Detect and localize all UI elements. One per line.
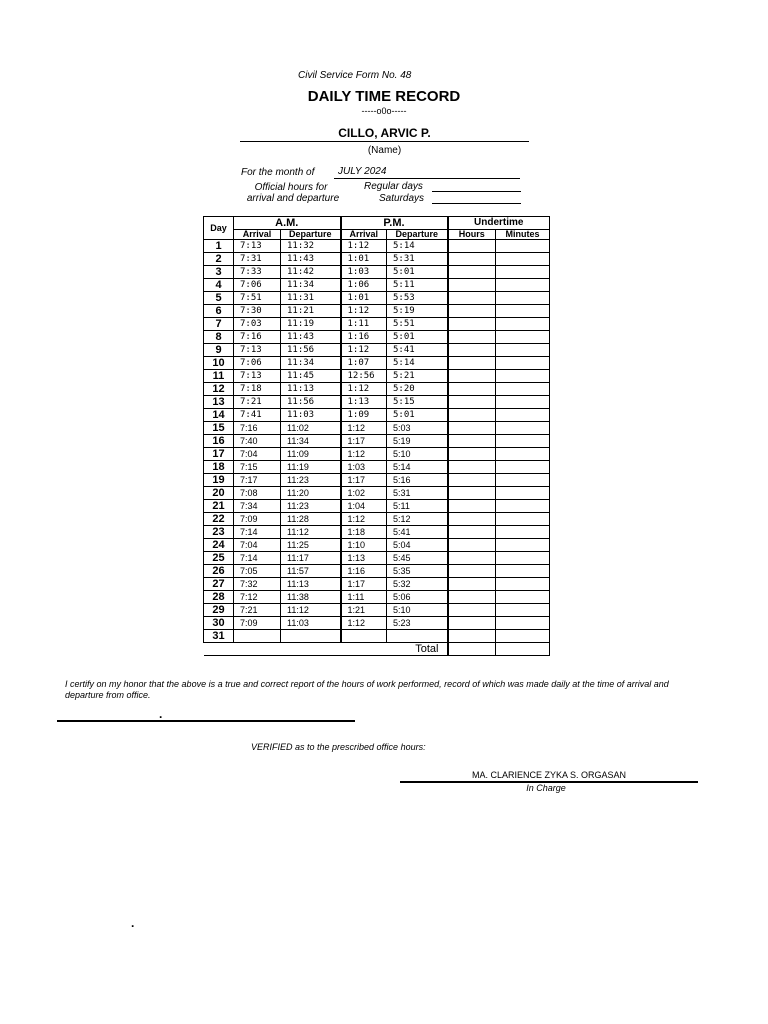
- am-arrival-cell: 7:08: [234, 487, 281, 500]
- am-arrival-cell: 7:15: [234, 461, 281, 474]
- undertime-minutes-cell: [496, 305, 550, 318]
- am-departure-cell: 11:56: [281, 344, 341, 357]
- pm-arrival-cell: 1:09: [341, 409, 387, 422]
- day-cell: 20: [204, 487, 234, 500]
- am-arrival-cell: [234, 630, 281, 643]
- am-departure-cell: 11:19: [281, 318, 341, 331]
- am-departure-cell: 11:12: [281, 604, 341, 617]
- employee-name: CILLO, ARVIC P.: [240, 126, 529, 142]
- pm-departure-cell: 5:14: [387, 461, 448, 474]
- table-row: [204, 487, 550, 500]
- undertime-hours-cell: [448, 591, 496, 604]
- pm-arrival-cell: 1:10: [341, 539, 387, 552]
- undertime-hours-cell: [448, 604, 496, 617]
- pm-arrival-cell: 1:16: [341, 565, 387, 578]
- day-cell: 9: [204, 344, 234, 357]
- table-row: [204, 617, 550, 630]
- pm-departure-cell: 5:21: [387, 370, 448, 383]
- undertime-minutes-cell: [496, 279, 550, 292]
- am-arrival-cell: 7:34: [234, 500, 281, 513]
- undertime-hours-cell: [448, 305, 496, 318]
- undertime-minutes-cell: [496, 539, 550, 552]
- undertime-minutes-cell: [496, 487, 550, 500]
- am-arrival-cell: 7:14: [234, 526, 281, 539]
- am-arrival-cell: 7:41: [234, 409, 281, 422]
- undertime-hours-cell: [448, 357, 496, 370]
- pm-arrival-cell: 1:21: [341, 604, 387, 617]
- am-departure-cell: 11:56: [281, 396, 341, 409]
- undertime-minutes-cell: [496, 318, 550, 331]
- in-charge-name: MA. CLARIENCE ZYKA S. ORGASAN: [471, 770, 627, 780]
- day-cell: 25: [204, 552, 234, 565]
- day-cell: 11: [204, 370, 234, 383]
- am-arrival-cell: 7:14: [234, 552, 281, 565]
- table-row: [204, 474, 550, 487]
- saturdays-label: Saturdays: [379, 193, 425, 204]
- pm-departure-cell: 5:14: [387, 357, 448, 370]
- pm-departure-cell: 5:01: [387, 266, 448, 279]
- undertime-minutes-cell: [496, 526, 550, 539]
- undertime-minutes-cell: [496, 266, 550, 279]
- undertime-minutes-cell: [496, 630, 550, 643]
- pm-arrival-cell: [341, 630, 387, 643]
- undertime-hours-cell: [448, 617, 496, 630]
- pm-departure-cell: 5:01: [387, 409, 448, 422]
- undertime-hours-cell: [448, 578, 496, 591]
- table-row: [204, 578, 550, 591]
- pm-departure-cell: 5:10: [387, 604, 448, 617]
- undertime-minutes-cell: [496, 591, 550, 604]
- undertime-hours-cell: [448, 279, 496, 292]
- undertime-hours-cell: [448, 266, 496, 279]
- pm-departure-cell: [387, 630, 448, 643]
- undertime-minutes-cell: [496, 604, 550, 617]
- undertime-hours-cell: [448, 500, 496, 513]
- am-arrival-cell: 7:21: [234, 396, 281, 409]
- table-row: [204, 344, 550, 357]
- pm-arrival-cell: 1:12: [341, 240, 387, 253]
- pm-departure-cell: 5:32: [387, 578, 448, 591]
- undertime-hours-cell: [448, 461, 496, 474]
- undertime-hours-cell: [448, 409, 496, 422]
- am-departure-cell: 11:45: [281, 370, 341, 383]
- am-arrival-cell: 7:09: [234, 513, 281, 526]
- undertime-minutes-cell: [496, 461, 550, 474]
- pm-arrival-cell: 1:12: [341, 513, 387, 526]
- am-header: A.M.: [234, 217, 341, 230]
- am-departure-cell: 11:20: [281, 487, 341, 500]
- table-row: [204, 253, 550, 266]
- day-cell: 2: [204, 253, 234, 266]
- am-arrival-cell: 7:21: [234, 604, 281, 617]
- pm-arrival-cell: 1:18: [341, 526, 387, 539]
- undertime-minutes-cell: [496, 617, 550, 630]
- pm-departure-cell: 5:01: [387, 331, 448, 344]
- table-row: [204, 539, 550, 552]
- am-arrival-cell: 7:31: [234, 253, 281, 266]
- table-row: [204, 318, 550, 331]
- table-row: [204, 552, 550, 565]
- pm-arrival-cell: 1:17: [341, 474, 387, 487]
- undertime-minutes-cell: [496, 422, 550, 435]
- pm-departure-cell: 5:06: [387, 591, 448, 604]
- pm-departure-cell: 5:16: [387, 474, 448, 487]
- day-cell: 7: [204, 318, 234, 331]
- am-arrival-cell: 7:04: [234, 448, 281, 461]
- pm-arrival-cell: 1:12: [341, 422, 387, 435]
- name-caption: (Name): [367, 145, 402, 156]
- am-departure-header: Departure: [281, 230, 341, 240]
- undertime-minutes-cell: [496, 474, 550, 487]
- undertime-hours-cell: [448, 253, 496, 266]
- am-arrival-cell: 7:16: [234, 331, 281, 344]
- am-departure-cell: 11:32: [281, 240, 341, 253]
- am-arrival-cell: 7:04: [234, 539, 281, 552]
- regular-days-label: Regular days: [364, 181, 423, 192]
- pm-departure-header: Departure: [387, 230, 448, 240]
- table-row: [204, 513, 550, 526]
- undertime-hours-cell: [448, 422, 496, 435]
- day-cell: 14: [204, 409, 234, 422]
- pm-arrival-cell: 12:56: [341, 370, 387, 383]
- time-record-table: [203, 216, 550, 656]
- undertime-hours-cell: [448, 448, 496, 461]
- pm-departure-cell: 5:41: [387, 526, 448, 539]
- footer-dot: .: [131, 916, 135, 930]
- day-cell: 27: [204, 578, 234, 591]
- pm-arrival-cell: 1:12: [341, 344, 387, 357]
- table-row: [204, 305, 550, 318]
- pm-arrival-cell: 1:17: [341, 435, 387, 448]
- am-departure-cell: 11:02: [281, 422, 341, 435]
- am-arrival-cell: 7:16: [234, 422, 281, 435]
- am-departure-cell: 11:57: [281, 565, 341, 578]
- am-departure-cell: 11:09: [281, 448, 341, 461]
- undertime-hours-cell: [448, 487, 496, 500]
- am-departure-cell: 11:34: [281, 435, 341, 448]
- am-arrival-cell: 7:09: [234, 617, 281, 630]
- total-minutes: [496, 643, 550, 656]
- am-arrival-cell: 7:06: [234, 279, 281, 292]
- pm-departure-cell: 5:31: [387, 253, 448, 266]
- pm-arrival-cell: 1:11: [341, 591, 387, 604]
- pm-arrival-cell: 1:11: [341, 318, 387, 331]
- am-departure-cell: 11:42: [281, 266, 341, 279]
- pm-departure-cell: 5:31: [387, 487, 448, 500]
- regular-days-field: [432, 191, 521, 192]
- am-departure-cell: 11:25: [281, 539, 341, 552]
- pm-arrival-cell: 1:07: [341, 357, 387, 370]
- undertime-minutes-cell: [496, 435, 550, 448]
- day-cell: 23: [204, 526, 234, 539]
- form-number: Civil Service Form No. 48: [298, 70, 412, 81]
- am-departure-cell: 11:13: [281, 383, 341, 396]
- pm-arrival-cell: 1:06: [341, 279, 387, 292]
- official-hours-label-2: arrival and departure: [246, 193, 340, 204]
- table-row: [204, 370, 550, 383]
- pm-departure-cell: 5:51: [387, 318, 448, 331]
- undertime-hours-cell: [448, 331, 496, 344]
- am-arrival-cell: 7:13: [234, 370, 281, 383]
- pm-arrival-cell: 1:01: [341, 292, 387, 305]
- day-cell: 22: [204, 513, 234, 526]
- undertime-minutes-cell: [496, 383, 550, 396]
- undertime-hours-cell: [448, 240, 496, 253]
- verified-text: VERIFIED as to the prescribed office hours:: [251, 742, 426, 752]
- pm-arrival-cell: 1:12: [341, 617, 387, 630]
- day-cell: 13: [204, 396, 234, 409]
- table-row: [204, 630, 550, 643]
- pm-departure-cell: 5:12: [387, 513, 448, 526]
- undertime-hours-cell: [448, 396, 496, 409]
- am-arrival-cell: 7:13: [234, 344, 281, 357]
- table-row: [204, 435, 550, 448]
- day-cell: 6: [204, 305, 234, 318]
- pm-departure-cell: 5:03: [387, 422, 448, 435]
- pm-arrival-cell: 1:13: [341, 552, 387, 565]
- pm-departure-cell: 5:19: [387, 435, 448, 448]
- pm-arrival-cell: 1:12: [341, 305, 387, 318]
- table-row: [204, 266, 550, 279]
- am-departure-cell: 11:23: [281, 474, 341, 487]
- am-arrival-header: Arrival: [234, 230, 281, 240]
- pm-arrival-cell: 1:16: [341, 331, 387, 344]
- undertime-minutes-cell: [496, 513, 550, 526]
- am-arrival-cell: 7:33: [234, 266, 281, 279]
- undertime-minutes-cell: [496, 240, 550, 253]
- undertime-hours-cell: [448, 552, 496, 565]
- pm-departure-cell: 5:10: [387, 448, 448, 461]
- undertime-hours-cell: [448, 513, 496, 526]
- am-departure-cell: 11:31: [281, 292, 341, 305]
- pm-departure-cell: 5:11: [387, 500, 448, 513]
- pm-header: P.M.: [341, 217, 448, 230]
- day-header: Day: [204, 217, 234, 240]
- undertime-minutes-cell: [496, 292, 550, 305]
- am-arrival-cell: 7:51: [234, 292, 281, 305]
- table-row: [204, 500, 550, 513]
- certification-text: I certify on my honor that the above is a true and correct report of the hours of work performed, record of which was made daily at the time of arrival and departure from office.: [65, 679, 669, 700]
- undertime-minutes-header: Minutes: [496, 230, 550, 240]
- am-arrival-cell: 7:18: [234, 383, 281, 396]
- am-departure-cell: 11:23: [281, 500, 341, 513]
- pm-arrival-header: Arrival: [341, 230, 387, 240]
- pm-arrival-cell: 1:12: [341, 448, 387, 461]
- pm-departure-cell: 5:20: [387, 383, 448, 396]
- am-arrival-cell: 7:32: [234, 578, 281, 591]
- pm-departure-cell: 5:35: [387, 565, 448, 578]
- pm-departure-cell: 5:23: [387, 617, 448, 630]
- undertime-hours-cell: [448, 318, 496, 331]
- am-departure-cell: 11:21: [281, 305, 341, 318]
- table-row: [204, 461, 550, 474]
- undertime-hours-cell: [448, 370, 496, 383]
- undertime-minutes-cell: [496, 344, 550, 357]
- table-row: [204, 357, 550, 370]
- undertime-hours-cell: [448, 539, 496, 552]
- undertime-hours-cell: [448, 435, 496, 448]
- day-cell: 29: [204, 604, 234, 617]
- undertime-minutes-cell: [496, 552, 550, 565]
- am-arrival-cell: 7:03: [234, 318, 281, 331]
- day-cell: 4: [204, 279, 234, 292]
- pm-departure-cell: 5:11: [387, 279, 448, 292]
- table-row: [204, 604, 550, 617]
- undertime-minutes-cell: [496, 448, 550, 461]
- undertime-header: Undertime: [448, 217, 550, 230]
- pm-arrival-cell: 1:17: [341, 578, 387, 591]
- am-departure-cell: 11:38: [281, 591, 341, 604]
- am-arrival-cell: 7:05: [234, 565, 281, 578]
- pm-arrival-cell: 1:13: [341, 396, 387, 409]
- undertime-hours-header: Hours: [448, 230, 496, 240]
- day-cell: 31: [204, 630, 234, 643]
- day-cell: 17: [204, 448, 234, 461]
- total-label: Total: [204, 643, 448, 656]
- signature-dot: .: [159, 707, 163, 721]
- pm-departure-cell: 5:53: [387, 292, 448, 305]
- am-arrival-cell: 7:06: [234, 357, 281, 370]
- am-departure-cell: 11:19: [281, 461, 341, 474]
- table-row: [204, 383, 550, 396]
- day-cell: 12: [204, 383, 234, 396]
- undertime-hours-cell: [448, 565, 496, 578]
- pm-arrival-cell: 1:03: [341, 266, 387, 279]
- undertime-hours-cell: [448, 344, 496, 357]
- undertime-hours-cell: [448, 630, 496, 643]
- am-arrival-cell: 7:30: [234, 305, 281, 318]
- day-cell: 15: [204, 422, 234, 435]
- undertime-minutes-cell: [496, 409, 550, 422]
- day-cell: 19: [204, 474, 234, 487]
- page-title: DAILY TIME RECORD: [307, 88, 461, 105]
- day-cell: 21: [204, 500, 234, 513]
- employee-signature-line: [57, 720, 355, 722]
- table-row: [204, 526, 550, 539]
- undertime-hours-cell: [448, 474, 496, 487]
- undertime-minutes-cell: [496, 396, 550, 409]
- month-value: JULY 2024: [334, 166, 520, 179]
- pm-arrival-cell: 1:03: [341, 461, 387, 474]
- day-cell: 28: [204, 591, 234, 604]
- day-cell: 26: [204, 565, 234, 578]
- table-row: [204, 591, 550, 604]
- am-arrival-cell: 7:40: [234, 435, 281, 448]
- am-departure-cell: 11:28: [281, 513, 341, 526]
- table-row: [204, 565, 550, 578]
- am-departure-cell: [281, 630, 341, 643]
- day-cell: 5: [204, 292, 234, 305]
- am-departure-cell: 11:12: [281, 526, 341, 539]
- pm-departure-cell: 5:04: [387, 539, 448, 552]
- undertime-minutes-cell: [496, 357, 550, 370]
- pm-arrival-cell: 1:12: [341, 383, 387, 396]
- pm-departure-cell: 5:15: [387, 396, 448, 409]
- am-departure-cell: 11:43: [281, 253, 341, 266]
- pm-departure-cell: 5:45: [387, 552, 448, 565]
- pm-departure-cell: 5:41: [387, 344, 448, 357]
- pm-departure-cell: 5:14: [387, 240, 448, 253]
- pm-arrival-cell: 1:04: [341, 500, 387, 513]
- undertime-minutes-cell: [496, 578, 550, 591]
- table-row: [204, 422, 550, 435]
- table-row: [204, 409, 550, 422]
- undertime-hours-cell: [448, 526, 496, 539]
- table-row: [204, 331, 550, 344]
- table-row: [204, 396, 550, 409]
- am-departure-cell: 11:03: [281, 409, 341, 422]
- undertime-minutes-cell: [496, 253, 550, 266]
- undertime-minutes-cell: [496, 565, 550, 578]
- saturdays-field: [432, 203, 521, 204]
- am-departure-cell: 11:34: [281, 279, 341, 292]
- in-charge-caption: In Charge: [526, 783, 566, 793]
- undertime-minutes-cell: [496, 331, 550, 344]
- am-departure-cell: 11:03: [281, 617, 341, 630]
- title-separator: -----o0o-----: [361, 106, 407, 116]
- day-cell: 10: [204, 357, 234, 370]
- day-cell: 1: [204, 240, 234, 253]
- pm-departure-cell: 5:19: [387, 305, 448, 318]
- undertime-hours-cell: [448, 292, 496, 305]
- undertime-minutes-cell: [496, 370, 550, 383]
- day-cell: 30: [204, 617, 234, 630]
- table-row: [204, 292, 550, 305]
- day-cell: 8: [204, 331, 234, 344]
- am-arrival-cell: 7:13: [234, 240, 281, 253]
- month-label: For the month of: [241, 167, 315, 178]
- am-departure-cell: 11:17: [281, 552, 341, 565]
- am-departure-cell: 11:13: [281, 578, 341, 591]
- am-arrival-cell: 7:12: [234, 591, 281, 604]
- total-hours: [448, 643, 496, 656]
- pm-arrival-cell: 1:02: [341, 487, 387, 500]
- day-cell: 16: [204, 435, 234, 448]
- day-cell: 18: [204, 461, 234, 474]
- undertime-minutes-cell: [496, 500, 550, 513]
- am-departure-cell: 11:34: [281, 357, 341, 370]
- undertime-hours-cell: [448, 383, 496, 396]
- am-arrival-cell: 7:17: [234, 474, 281, 487]
- table-row: [204, 279, 550, 292]
- day-cell: 3: [204, 266, 234, 279]
- table-row: [204, 448, 550, 461]
- table-row: [204, 240, 550, 253]
- official-hours-label-1: Official hours for: [254, 182, 328, 193]
- day-cell: 24: [204, 539, 234, 552]
- am-departure-cell: 11:43: [281, 331, 341, 344]
- pm-arrival-cell: 1:01: [341, 253, 387, 266]
